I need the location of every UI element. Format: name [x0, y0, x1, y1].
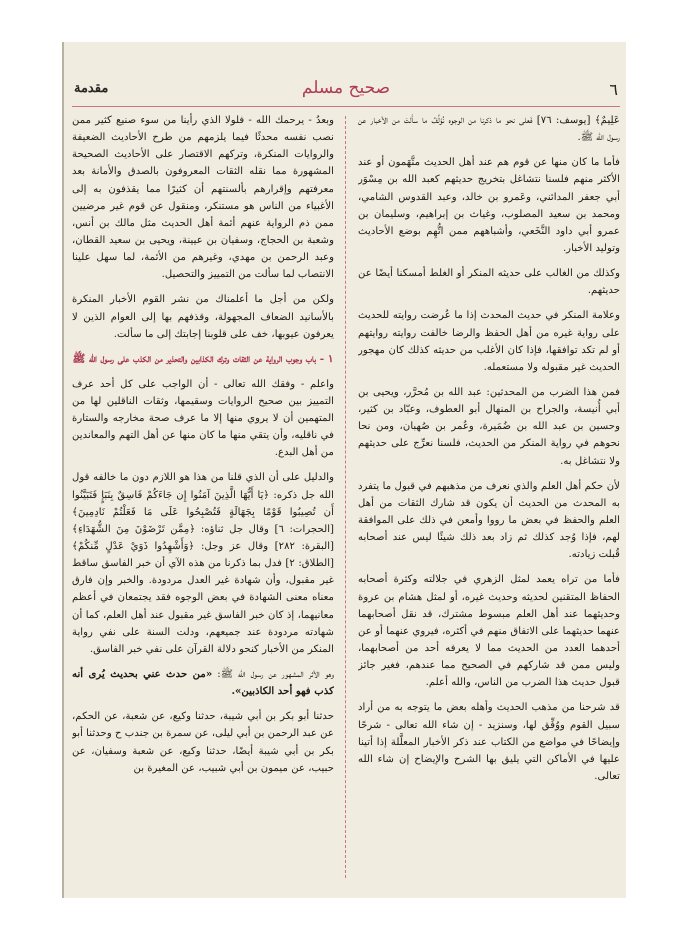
page-frame: [62, 42, 626, 898]
paragraph: وكذلك من الغالب على حديثه المنكر أو الغلط أمسكنا أيضًا عن حديثهم.: [358, 268, 620, 297]
paragraph: عَلِيمٌ﴾ [يوسف: ٧٦] فَعلى نحو ما ذكرنا من الوجوه نُؤلِّفُ ما سأَلتَ من الأخبار عن رسول الله ﷺ.: [358, 115, 620, 144]
paragraph: ولكن من أجل ما أعلمناك من نشر القوم الأخبار المنكرة بالأسانيد الضعاف المجهولة، وقذفهم بها إلى العوام الذين لا يعرفون عيوبها، خف على قلوبنا إجابتك إلى ما سألت.: [72, 294, 334, 340]
paragraph: والدليل على أن الذي قلنا من هذا هو اللازم دون ما خالفه قول الله جل ذكره: ﴿يَا أَيُّهَا الَّذِينَ آمَنُوا إِن جَاءَكُمْ فَاسِقٌ بِنَبَإٍ فَتَبَيَّنُوا أَن تُصِيبُوا قَوْمًا بِجَهَالَةٍ فَتُصْبِحُوا عَلَى مَا فَعَلْتُمْ نَادِمِينَ﴾ [الحجرات: ٦] وقال جل ثناؤه: ﴿مِمَّن تَرْضَوْنَ مِنَ الشُّهَدَاءِ﴾ [البقرة: ٢٨٢] وقال عز وجل: ﴿وَأَشْهِدُوا ذَوَيْ عَدْلٍ مِّنكُمْ﴾ [الطلاق: ٢] فدل بما ذكرنا من هذه الآي أن خبر الفاسق ساقط غير مقبول، وأن شهادة غير العدل مردودة. والخبر وإن فارق معناه معنى الشهادة في بعض الوجوه فقد يجتمعان في أعظم معانيهما، إذ كان خبر الفاسق غير مقبول عند أهل العلم، كما أن شهادته مردودة عند جميعهم، ودلت السنة على نفي رواية المنكر من الأخبار كنحو دلالة القرآن على نفي خبر الفاسق.: [72, 472, 334, 655]
left-column: [72, 112, 334, 882]
book-page: [72, 70, 620, 888]
column-divider: [345, 116, 346, 878]
right-column: [358, 112, 620, 882]
paragraph: وبعدُ - يرحمك الله - فلولا الذي رأينا من سوء صنيع كثير ممن نصب نفسه محدثًا فيما يلزمهم من طرح الأحاديث الضعيفة والروايات المنكرة، وتركهم الاقتصار على الأحاديث الصحيحة المشهورة مما نقله الثقات المعروفون بالصدق والأمانة بعد معرفتهم وإقرارهم بألسنتهم أن كثيرًا مما يقذفون به إلى الأغبياء من الناس هو مستنكر، ومنقول عن قوم غير مرضيين ممن ذم الرواية عنهم أئمة أهل الحديث مثل مالك بن أنس، وشعبة بن الحجاج، وسفيان بن عيينة، ويحيى بن سعيد القطان، وعبد الرحمن بن مهدي، وغيرهم من الأئمة، لما سهل علينا الانتصاب لما سألت من التمييز والتحصيل.: [72, 115, 334, 281]
page-number: ٦: [609, 80, 618, 99]
paragraph: وعلامة المنكر في حديث المحدث إذا ما عُرضت روايته للحديث على رواية غيره من أهل الحفظ والرضا خالفت روايته روايتهم أو لم تكد توافقها، فإذا كان الأغلب من حديثه كذلك كان مهجور الحديث غير مقبوله ولا مستعمله.: [358, 310, 620, 373]
paragraph: فأما ما كان منها عن قوم هم عند أهل الحديث متَّهَمون أو عند الأكثر منهم فلسنا نتشاغل بتخريج حديثهم كعبد الله بن مِسْوَر أبي جعفر المدائني، وعَمرو بن خالد، وعبد القدوس الشامي، ومحمد بن سعيد المصلوب، وغياث بن إبراهيم، وسليمان بن عمرو أبي داود النَّخَعي، وأشباههم ممن اتُّهِم بوضع الأحاديث وتوليد الأخبار.: [358, 157, 620, 254]
hadith-block: [72, 666, 334, 700]
paragraph: قد شرحنا من مذهب الحديث وأهله بعض ما يتوجه به من أراد سبيل القوم ووُفِّق لها، وسنزيد - إن شاء الله تعالى - شرحًا وإيضاحًا في مواضع من الكتاب عند ذكر الأخبار المعلَّلة إذا أتينا عليها في الأماكن التي يليق بها الشرح والإيضاح إن شاء الله تعالى.: [358, 702, 620, 782]
paragraph: واعلم - وفقك الله تعالى - أن الواجب على كل أحد عرف التمييز بين صحيح الروايات وسقيمها، وثقات الناقلين لها من المتهمين أن لا يروي منها إلا ما عرف صحة مخارجه والستارة في ناقليه، وأن يتقي منها ما كان منها عن أهل التهم والمعاندين من أهل البدع.: [72, 378, 334, 459]
page-header: [72, 78, 620, 107]
chapter-heading: ١ - باب وجوب الرواية عن الثقات وترك الكذابين والتحذير من الكذب على رسول الله ﷺ: [72, 352, 334, 365]
section-label: مقدمة: [74, 81, 109, 96]
hadith-intro: وهو الأثر المشهور عن رسول الله ﷺ:: [217, 669, 334, 681]
book-title: صحيح مسلم: [301, 78, 391, 98]
paragraph: فمن هذا الضرب من المحدثين: عبد الله بن مُحرَّر، ويحيى بن أبي أُنيسة، والجراح بن المنهال أبو العطوف، وعبّاد بن كثير، وحسين بن عبد الله بن ضُمَيرة، وعُمر بن صُهبان، ومن نحا نحوهم في رواية المنكر من الحديث، فلسنا نعرِّج على حديثهم ولا نتشاغل به.: [358, 386, 620, 467]
paragraph: لأن حكم أهل العلم والذي نعرف من مذهبهم في قبول ما يتفرد به المحدث من الحديث أن يكون قد شارك الثقات من أهل العلم والحفظ في بعض ما رووا وأمعن في ذلك على الموافقة لهم، فإذا وُجد كذلك ثم زاد بعد ذلك شيئًا ليس عند أصحابه قُبلت زيادته.: [358, 480, 620, 561]
paragraph: فأما من تراه يعمد لمثل الزهري في جلالته وكثرة أصحابه الحفاظ المتقنين لحديثه وحديث غيره، أو لمثل هشام بن عروة وحديثهما عند أهل العلم مبسوط مشترك، قد نقل أصحابهما عنهما حديثهما على الاتفاق منهم في أكثره، فيروي عنهما أو عن أحدهما العدد من الحديث مما لا يعرفه أحد من أصحابهما، وليس ممن قد شاركهم في الصحيح مما عندهم، فغير جائز قبول حديث هذا الضرب من الناس، والله أعلم.: [358, 574, 620, 689]
isnad-paragraph: حدثنا أبو بكر بن أبي شيبة، حدثنا وكيع، عن شعبة، عن الحكم، عن عبد الرحمن بن أبي ليلى، عن سمرة بن جندب ح وحدثنا أبو بكر بن أبي شيبة أيضًا، حدثنا وكيع، عن شعبة وسفيان، عن حبيب، عن ميمون بن أبي شبيب، عن المغيرة بن: [72, 711, 334, 774]
hadith-text: «من حدث عني بحديث يُرى أنه كذب فهو أحد الكاذبين».: [72, 668, 334, 698]
